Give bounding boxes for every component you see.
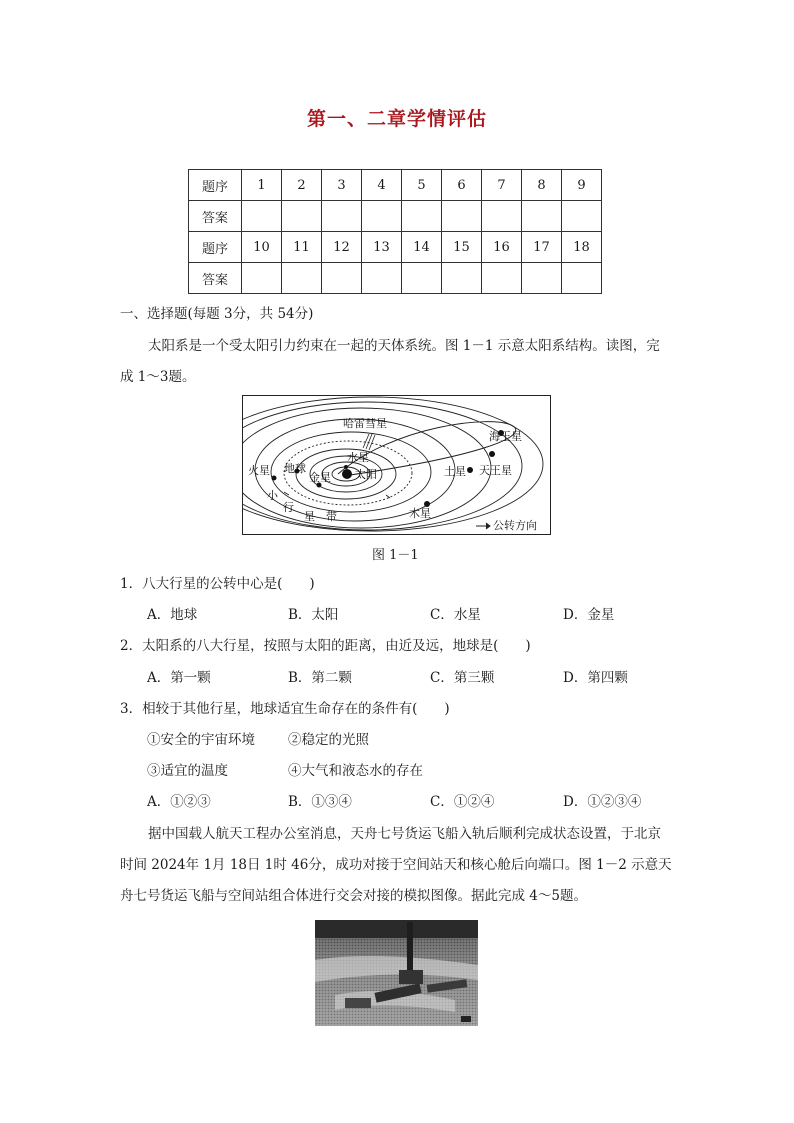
label-asteroid-belt-4: 带 [326, 510, 337, 523]
uranus-marker [489, 451, 495, 457]
spacecraft-docking-image [315, 920, 478, 1026]
table-cell: 17 [522, 232, 562, 263]
intro-paragraph-line: 成 1～3题。 [120, 369, 196, 385]
legend-orbit-direction: 公转方向 [493, 519, 537, 532]
answer-cell[interactable] [442, 201, 482, 232]
page-title: 第一、二章学情评估 [306, 108, 487, 130]
table-cell: 13 [362, 232, 402, 263]
table-row [189, 232, 602, 263]
answer-table [188, 169, 602, 294]
table-cell: 11 [282, 232, 322, 263]
question-3-stem: 3．相较于其他行星，地球适宜生命存在的条件有( ) [120, 701, 450, 717]
question-2-option-c[interactable]: C．第三颗 [430, 670, 495, 686]
label-earth: 地球 [284, 462, 306, 475]
label-asteroid-belt-2: 行 [283, 501, 294, 514]
table-cell: 16 [482, 232, 522, 263]
table-cell: 8 [522, 170, 562, 201]
answer-cell[interactable] [522, 201, 562, 232]
figure-caption: 图 1－1 [372, 548, 419, 563]
saturn-marker [467, 467, 473, 473]
mercury-marker [344, 465, 348, 469]
table-row [189, 170, 602, 201]
table-cell: 15 [442, 232, 482, 263]
answer-cell[interactable] [402, 201, 442, 232]
question-3-option-c[interactable]: C．①②④ [430, 794, 495, 810]
answer-cell[interactable] [242, 263, 282, 294]
row-label: 题序 [189, 170, 242, 201]
answer-cell[interactable] [322, 263, 362, 294]
answer-cell[interactable] [482, 263, 522, 294]
question-2-stem: 2．太阳系的八大行星，按照与太阳的距离，由近及远，地球是( ) [120, 638, 531, 654]
label-sun: 太阳 [355, 468, 377, 481]
question-1-option-d[interactable]: D．金星 [563, 607, 615, 623]
table-cell: 7 [482, 170, 522, 201]
intro-paragraph-line: 时间 2024年 1月 18日 1时 46分，成功对接于空间站天和核心舱后向端口。图 1－2 示意天 [120, 857, 672, 873]
solar-system-diagram [243, 396, 550, 534]
intro-paragraph-line: 舟七号货运飞船与空间站组合体进行交会对接的模拟图像。据此完成 4～5题。 [120, 888, 587, 904]
table-cell: 14 [402, 232, 442, 263]
question-1-option-b[interactable]: B．太阳 [288, 607, 339, 623]
label-neptune: 海王星 [489, 430, 522, 443]
question-2-option-b[interactable]: B．第二颗 [288, 670, 352, 686]
answer-cell[interactable] [442, 263, 482, 294]
label-saturn: 土星 [444, 465, 466, 478]
question-3-condition: ④大气和液态水的存在 [288, 763, 423, 779]
answer-cell[interactable] [282, 263, 322, 294]
solar-system-figure [242, 395, 551, 535]
label-mercury: 水星 [347, 451, 369, 464]
table-cell: 12 [322, 232, 362, 263]
question-3-option-b[interactable]: B．①③④ [288, 794, 352, 810]
label-halley-comet: 哈雷彗星 [343, 417, 387, 430]
intro-paragraph-line: 据中国载人航天工程办公室消息，天舟七号货运飞船入轨后顺利完成状态设置，于北京 [148, 826, 661, 842]
answer-cell[interactable] [242, 201, 282, 232]
label-jupiter: 木星 [409, 507, 431, 520]
question-3-option-a[interactable]: A．①②③ [147, 794, 211, 810]
question-3-option-d[interactable]: D．①②③④ [563, 794, 642, 810]
table-cell: 3 [322, 170, 362, 201]
answer-cell[interactable] [322, 201, 362, 232]
table-cell: 9 [562, 170, 602, 201]
question-3-condition: ①安全的宇宙环境 [147, 732, 255, 748]
mars-marker [272, 476, 277, 481]
table-cell: 5 [402, 170, 442, 201]
row-label: 答案 [189, 263, 242, 294]
label-mars: 火星 [248, 464, 270, 477]
table-cell: 6 [442, 170, 482, 201]
table-row [189, 263, 602, 294]
label-asteroid-belt-3: 星 [304, 510, 315, 523]
answer-cell[interactable] [562, 201, 602, 232]
section-heading: 一、选择题(每题 3分，共 54分) [120, 306, 314, 322]
row-label: 题序 [189, 232, 242, 263]
label-venus: 金星 [309, 471, 331, 484]
table-row [189, 201, 602, 232]
question-1-option-a[interactable]: A．地球 [147, 607, 198, 623]
answer-cell[interactable] [282, 201, 322, 232]
label-uranus: 天王星 [479, 464, 512, 477]
question-3-condition: ③适宜的温度 [147, 763, 228, 779]
answer-cell[interactable] [482, 201, 522, 232]
table-cell: 2 [282, 170, 322, 201]
sun-marker [342, 469, 352, 479]
question-3-condition: ②稳定的光照 [288, 732, 369, 748]
question-1-stem: 1．八大行星的公转中心是( ) [120, 576, 315, 592]
answer-cell[interactable] [402, 263, 442, 294]
question-1-option-c[interactable]: C．水星 [430, 607, 481, 623]
label-asteroid-belt-1: 小 [267, 489, 278, 502]
row-label: 答案 [189, 201, 242, 232]
table-cell: 10 [242, 232, 282, 263]
answer-cell[interactable] [362, 263, 402, 294]
answer-cell[interactable] [562, 263, 602, 294]
table-cell: 18 [562, 232, 602, 263]
table-cell: 4 [362, 170, 402, 201]
question-2-option-a[interactable]: A．第一颗 [147, 670, 211, 686]
intro-paragraph-line: 太阳系是一个受太阳引力约束在一起的天体系统。图 1－1 示意太阳系结构。读图，完 [148, 338, 660, 354]
answer-cell[interactable] [362, 201, 402, 232]
question-2-option-d[interactable]: D．第四颗 [563, 670, 628, 686]
answer-cell[interactable] [522, 263, 562, 294]
table-cell: 1 [242, 170, 282, 201]
